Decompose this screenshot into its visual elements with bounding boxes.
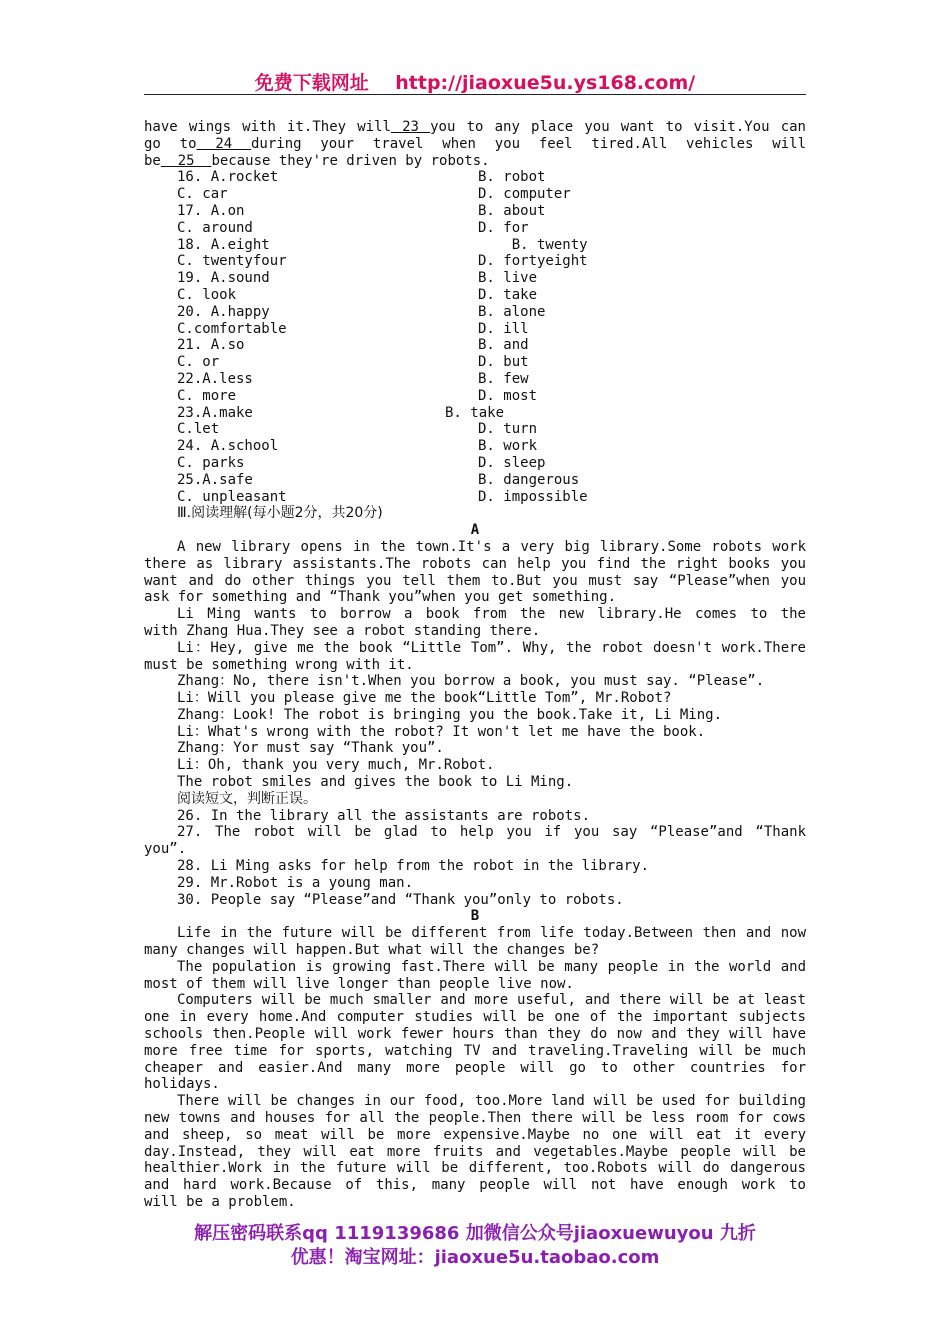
- option-left: 25.A.safe: [177, 471, 253, 488]
- option-row: [144, 455, 806, 472]
- option-row: [144, 438, 806, 455]
- option-left: C. around: [177, 219, 253, 236]
- option-right: B. few: [478, 370, 529, 387]
- option-left: C. or: [177, 354, 220, 371]
- passage-top-line-2: go to 24 during your travel when you feel tired.All vehicles will: [144, 135, 806, 152]
- passage-line: The population is growing fast.There will be many people in the world and: [177, 958, 806, 975]
- passage-b: [144, 925, 806, 1211]
- passage-line: day.Instead, they will eat more fruits and vegetables.Maybe people will be: [144, 1143, 806, 1160]
- option-row: [144, 321, 806, 338]
- option-right: D. for: [478, 219, 529, 236]
- blank-23: 23: [390, 119, 431, 135]
- passage-line: Li Ming wants to borrow a book from the new library.He comes to the: [177, 606, 806, 623]
- option-left: 20. A.happy: [177, 303, 270, 320]
- passage-line: new towns and houses for all the people.Then there will be less room for cows: [144, 1110, 806, 1127]
- option-left: C.comfortable: [177, 320, 287, 337]
- passage-line: Computers will be much smaller and more useful, and there will be at least: [177, 992, 806, 1009]
- option-right: D. sleep: [478, 454, 546, 471]
- passage-line: more free time for sports, watching TV and traveling.Traveling will be much: [144, 1042, 806, 1059]
- option-right: D. computer: [478, 186, 571, 203]
- option-left: 17. A.on: [177, 202, 245, 219]
- option-row: [144, 388, 806, 405]
- option-right: B. work: [478, 438, 538, 455]
- option-right: D. take: [478, 286, 538, 303]
- passage-line: you”.: [144, 841, 187, 858]
- passage-a: [144, 539, 806, 909]
- header-label: 免费下载网址: [254, 72, 369, 94]
- option-row: [144, 186, 806, 203]
- passage-line: Li：What's wrong with the robot? It won't let me have the book.: [177, 723, 706, 740]
- footer-line-1: 解压密码联系qq 1119139686 加微信公众号jiaoxuewuyou 九折: [194, 1223, 756, 1244]
- passage-line: most of them will live longer than people live now.: [144, 975, 574, 992]
- option-right: D. ill: [478, 320, 529, 337]
- option-row: [144, 169, 806, 186]
- option-right: B. about: [478, 202, 546, 219]
- answer-options: [144, 169, 806, 505]
- passage-line: schools then.People will work fewer hours than they do now and they will have: [144, 1026, 806, 1043]
- passage-line: Zhang：Look! The robot is bringing you the book.Take it, Li Ming.: [177, 706, 723, 723]
- option-right: B. take: [445, 404, 505, 421]
- passage-line: Li：Hey, give me the book “Little Tom”. Why, the robot doesn't work.There: [177, 639, 806, 656]
- option-row: [144, 354, 806, 371]
- passage-line: Life in the future will be different from life today.Between then and now: [177, 925, 806, 942]
- option-row: [144, 421, 806, 438]
- option-right: B. robot: [478, 169, 546, 186]
- option-left: 16. A.rocket: [177, 169, 279, 186]
- blank-24: 24: [196, 135, 251, 152]
- passage-line: 28. Li Ming asks for help from the robot in the library.: [177, 858, 650, 875]
- passage-line: will be a problem.: [144, 1194, 296, 1210]
- passage-line: 26. In the library all the assistants are robots.: [177, 807, 591, 824]
- option-left: C.let: [177, 421, 220, 438]
- option-right: B. twenty: [478, 236, 588, 253]
- document-body: [144, 119, 806, 1211]
- passage-line: 29. Mr.Robot is a young man.: [177, 874, 414, 891]
- footer-line-2: 优惠！淘宝网址：jiaoxue5u.taobao.com: [290, 1247, 660, 1268]
- passage-top-line-1: have wings with it.They will 23 you to any place you want to visit.You can: [144, 119, 806, 135]
- passage-line: Zhang：No, there isn't.When you borrow a book, you must say. “Please”.: [177, 673, 765, 690]
- option-left: C. more: [177, 387, 237, 404]
- option-left: 18. A.eight: [177, 236, 270, 253]
- option-row: [144, 489, 806, 506]
- option-left: 24. A.school: [177, 438, 279, 455]
- passage-line: The robot smiles and gives the book to Li Ming.: [177, 774, 574, 791]
- option-right: B. dangerous: [478, 471, 580, 488]
- passage-line: Li：Oh, thank you very much, Mr.Robot.: [177, 757, 495, 774]
- passage-line: Li：Will you please give me the book“Little Tom”, Mr.Robot?: [177, 690, 672, 707]
- option-left: 21. A.so: [177, 337, 245, 354]
- blank-25: 25: [160, 152, 212, 169]
- passage-line: there as library assistants.The robots can help you find the right books you: [144, 555, 806, 572]
- option-row: [144, 472, 806, 489]
- passage-line: must be something wrong with it.: [144, 656, 414, 673]
- option-right: D. turn: [478, 421, 538, 438]
- passage-line: and hard work.Because of this, many people will not have enough work to: [144, 1177, 806, 1194]
- passage-a-heading: A: [470, 522, 480, 539]
- option-right: D. but: [478, 354, 529, 371]
- passage-line: There will be changes in our food, too.More land will be used for building: [177, 1093, 806, 1110]
- header-divider: [144, 94, 806, 95]
- option-left: C. look: [177, 286, 237, 303]
- option-row: [144, 371, 806, 388]
- option-right: D. fortyeight: [478, 253, 588, 270]
- passage-line: healthier.Work in the future will be different, too.Robots will do dangerous: [144, 1160, 806, 1177]
- page-header: [144, 68, 806, 95]
- passage-line: holidays.: [144, 1076, 220, 1093]
- option-right: B. live: [478, 270, 538, 287]
- passage-line: Zhang：Yor must say “Thank you”.: [177, 740, 444, 757]
- option-row: [144, 237, 806, 254]
- option-row: [144, 337, 806, 354]
- passage-line: one in every home.And computer studies will be one of the important subjects: [144, 1009, 806, 1026]
- passage-b-heading: B: [470, 908, 480, 925]
- option-right: B. and: [478, 337, 529, 354]
- passage-line: 30. People say “Please”and “Thank you”only to robots.: [177, 891, 624, 908]
- option-left: C. unpleasant: [177, 488, 287, 505]
- option-row: [144, 287, 806, 304]
- passage-line: cheaper and easier.And many more people will go to other countries for: [144, 1059, 806, 1076]
- option-row: [144, 220, 806, 237]
- option-row: [144, 405, 806, 422]
- section-3-heading: Ⅲ.阅读理解(每小题2分，共20分): [177, 505, 383, 522]
- passage-line: with Zhang Hua.They see a robot standing there.: [144, 622, 541, 639]
- passage-line: 阅读短文，判断正误。: [177, 790, 317, 807]
- option-left: 19. A.sound: [177, 270, 270, 287]
- option-left: 23.A.make: [177, 404, 253, 421]
- passage-line: want and do other things you tell them to.But you must say “Please”when you: [144, 572, 806, 589]
- option-row: [144, 270, 806, 287]
- passage-line: and sheep, so meat will be more expensive.Maybe no one will eat it every: [144, 1126, 806, 1143]
- option-right: D. most: [478, 387, 538, 404]
- option-row: [144, 253, 806, 270]
- passage-top-line-3: be 25 because they're driven by robots.: [144, 152, 490, 169]
- option-left: C. car: [177, 186, 228, 203]
- option-left: 22.A.less: [177, 370, 253, 387]
- option-right: D. impossible: [478, 488, 588, 505]
- passage-line: 27. The robot will be glad to help you if you say “Please”and “Thank: [177, 824, 806, 841]
- option-left: C. twentyfour: [177, 253, 287, 270]
- passage-line: ask for something and “Thank you”when you get something.: [144, 589, 617, 606]
- option-right: B. alone: [478, 303, 546, 320]
- passage-line: A new library opens in the town.It's a very big library.Some robots work: [177, 538, 806, 555]
- option-row: [144, 203, 806, 220]
- header-url-link[interactable]: http://jiaoxue5u.ys168.com/: [395, 72, 696, 94]
- passage-line: many changes will happen.But what will the changes be?: [144, 942, 600, 959]
- option-row: [144, 304, 806, 321]
- option-left: C. parks: [177, 454, 245, 471]
